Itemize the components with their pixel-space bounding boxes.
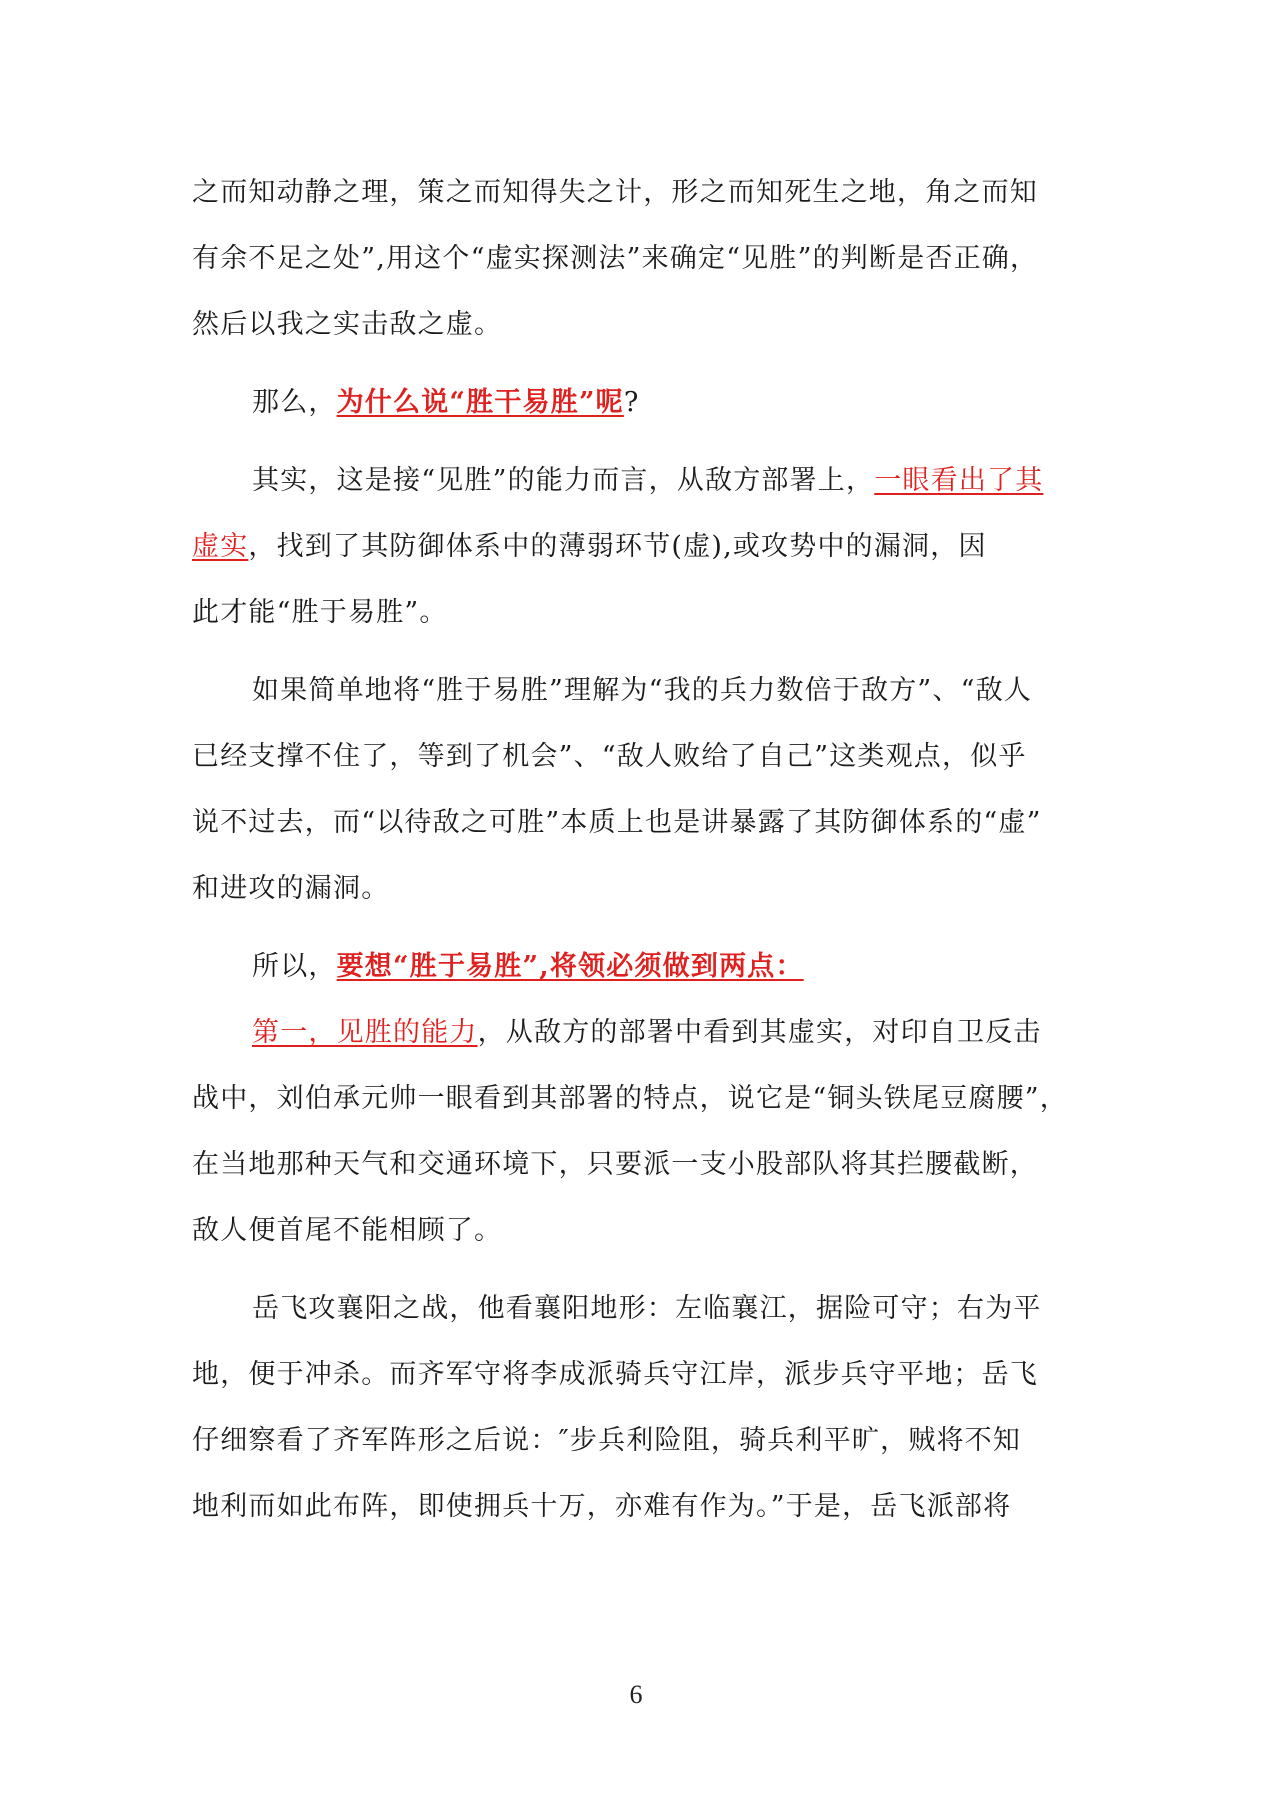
paragraph-line: 然后以我之实击敌之虚。 [192, 309, 503, 340]
paragraph-line: 已经支撑不住了，等到了机会”、“敌人败给了自己”这类观点，似乎 [192, 741, 1027, 772]
paragraph-line [192, 370, 1092, 436]
paragraph-5 [192, 934, 1092, 1000]
paragraph-line: 在当地那种天气和交通环境下，只要派一支小股部队将其拦腰截断， [192, 1149, 1038, 1180]
paragraph-line: 之而知动静之理，策之而知得失之计，形之而知死生之地，角之而知 [192, 177, 1038, 208]
highlighted-question: 为什么说“胜干易胜”呢 [336, 387, 624, 418]
paragraph-1 [192, 160, 1092, 358]
paragraph-text: 所以， [252, 951, 337, 982]
paragraph-line [192, 934, 1092, 1000]
paragraph-line [192, 514, 1092, 580]
paragraph-6 [192, 1000, 1092, 1264]
paragraph-text: 其实，这是接“见胜”的能力而言，从敌方部署上， [252, 465, 875, 496]
paragraph-line: 仔细察看了齐军阵形之后说：″步兵利险阻，骑兵利平旷，贼将不知 [192, 1425, 1022, 1456]
paragraph-line: 地利而如此布阵，即使拥兵十万，亦难有作为。”于是，岳飞派部将 [192, 1491, 1012, 1522]
paragraph-line [192, 1000, 1092, 1066]
paragraph-line: 有余不足之处”,用这个“虚实探测法”来确定“见胜”的判断是否正确， [192, 243, 1039, 274]
highlighted-statement: 要想“胜于易胜”,将领必须做到两点： [336, 951, 804, 982]
highlighted-phrase: 一眼看出了其 [874, 465, 1044, 496]
paragraph-4 [192, 658, 1092, 922]
paragraph-2 [192, 370, 1092, 436]
paragraph-line: 战中，刘伯承元帅一眼看到其部署的特点，说它是“铜头铁尾豆腐腰”， [192, 1083, 1069, 1114]
highlighted-phrase: 第一，见胜的能力 [252, 1017, 478, 1048]
paragraph-line: 和进攻的漏洞。 [192, 873, 390, 904]
paragraph-text: ，从敌方的部署中看到其虚实，对印自卫反击 [477, 1017, 1042, 1048]
paragraph-line [192, 448, 1092, 514]
body-text [192, 160, 1092, 1540]
paragraph-line: 地，便于冲杀。而齐军守将李成派骑兵守江岸，派步兵守平地；岳飞 [192, 1359, 1038, 1390]
paragraph-line: 如果简单地将“胜于易胜”理解为“我的兵力数倍于敌方”、“敌人 [252, 675, 1033, 706]
page-number: 6 [629, 1680, 643, 1709]
paragraph-text: 那么， [252, 387, 337, 418]
paragraph-line: 敌人便首尾不能相顾了。 [192, 1215, 503, 1246]
highlighted-phrase: 虚实 [192, 531, 249, 562]
paragraph-line: 岳飞攻襄阳之战，他看襄阳地形：左临襄江，据险可守；右为平 [252, 1293, 1042, 1324]
paragraph-line: 说不过去，而“以待敌之可胜”本质上也是讲暴露了其防御体系的“虚” [192, 807, 1042, 838]
paragraph-text: ? [623, 387, 640, 418]
paragraph-text: ，找到了其防御体系中的薄弱环节(虚),或攻势中的漏洞，因 [248, 531, 987, 562]
paragraph-line: 此才能“胜于易胜”。 [192, 597, 448, 628]
paragraph-7 [192, 1276, 1092, 1540]
paragraph-3 [192, 448, 1092, 646]
